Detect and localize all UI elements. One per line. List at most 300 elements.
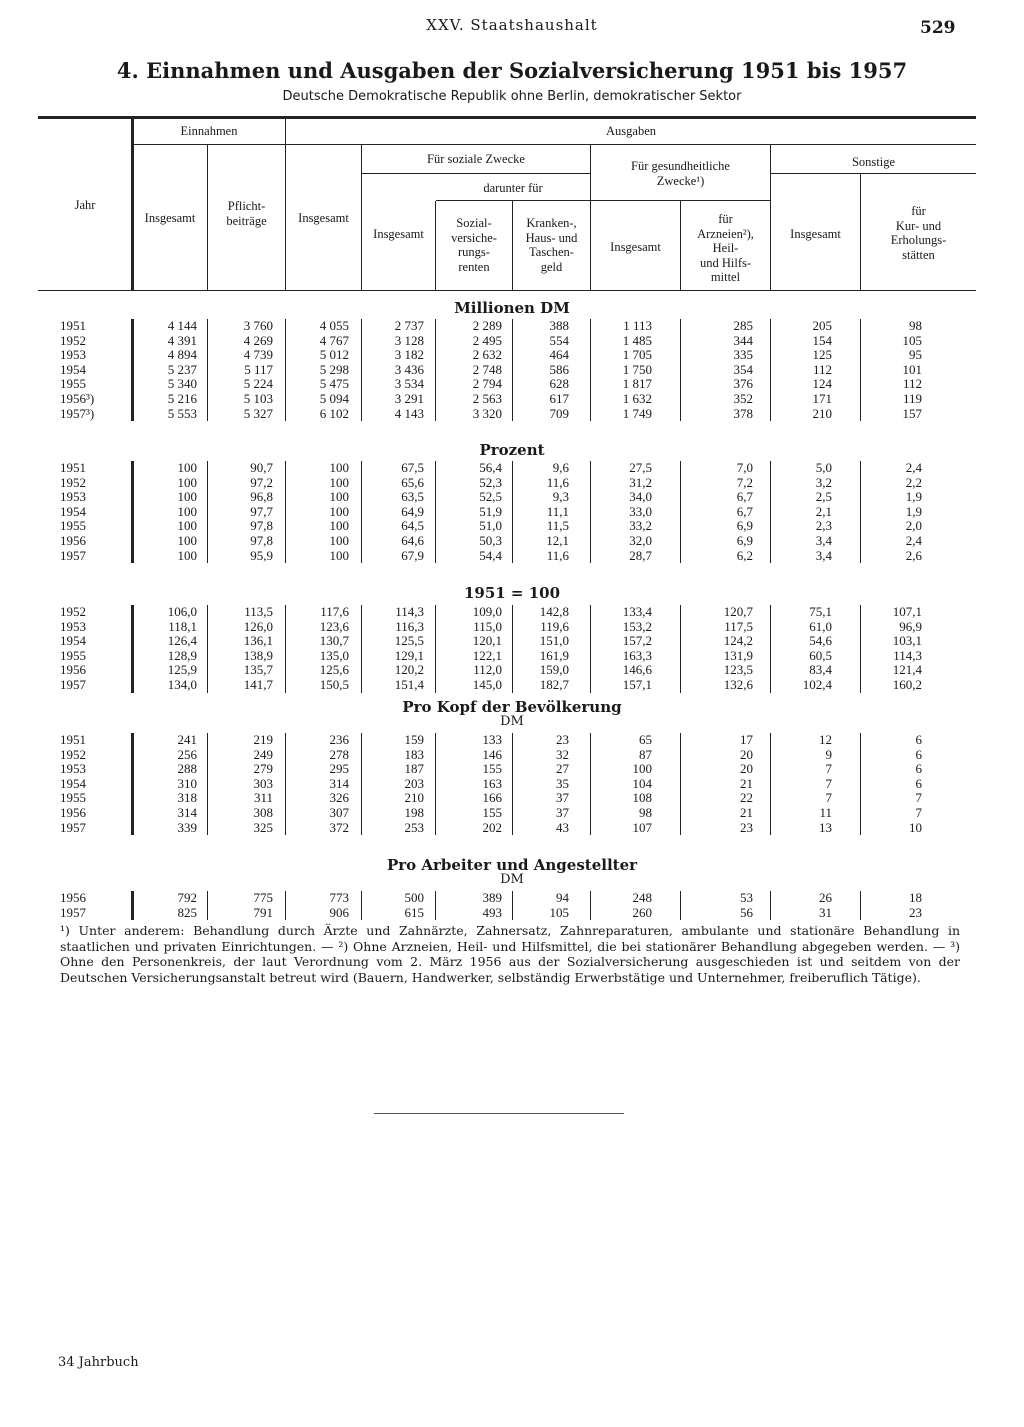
column-divider xyxy=(131,319,134,421)
table-cell: 56 xyxy=(740,904,753,920)
table-cell: 155 xyxy=(482,804,502,820)
table-cell: 171 xyxy=(812,390,832,406)
table-cell: 3 436 xyxy=(394,361,424,377)
column-divider xyxy=(285,461,286,563)
table-cell: 5 117 xyxy=(244,361,273,377)
table-cell: 31 xyxy=(819,904,832,920)
table-cell: 288 xyxy=(177,761,197,777)
table-cell: 136,1 xyxy=(243,633,273,649)
table-cell: 13 xyxy=(819,819,832,835)
table-cell: 100 xyxy=(177,547,197,563)
section-rows xyxy=(0,891,1024,920)
row-year: 1957³) xyxy=(60,405,95,421)
table-cell: 326 xyxy=(329,790,349,806)
table-cell: 126,0 xyxy=(243,618,273,634)
table-cell: 21 xyxy=(740,804,753,820)
table-cell: 4 894 xyxy=(167,347,197,363)
table-cell: 83,4 xyxy=(809,662,832,678)
table-cell: 121,4 xyxy=(892,662,922,678)
column-divider xyxy=(435,461,436,563)
table-cell: 94 xyxy=(556,890,569,905)
table-cell: 125,5 xyxy=(394,633,424,649)
table-cell: 96,9 xyxy=(899,618,922,634)
table-cell: 35 xyxy=(556,775,569,791)
table-cell: 50,3 xyxy=(479,532,502,548)
row-year: 1952 xyxy=(60,746,86,762)
table-cell: 202 xyxy=(482,819,502,835)
table-cell: 219 xyxy=(253,732,273,747)
table-cell: 118,1 xyxy=(168,618,197,634)
table-cell: 253 xyxy=(404,819,424,835)
table-cell: 6,9 xyxy=(736,518,753,534)
table-cell: 155 xyxy=(482,761,502,777)
table-cell: 775 xyxy=(253,890,273,905)
table-cell: 157 xyxy=(902,405,922,421)
footnote-text: ¹) Unter anderem: Behandlung durch Ärzte und Zahnärzte, Zahnersatz, Zahnreparaturen, ambulante und stationäre Behandlung in staatlichen und privaten Einrichtungen. — ²) Ohne Arzneien, Heil- und Hilfsmittel, die bei stationärer Behandlung abgegeben werden. — ³) Ohne den Personenkreis, der laut Verordnung vom 2. März 1956 aus der Sozialversicherung ausgeschieden ist und seitdem von der Deutschen Versicherungsanstalt betreut wird (Bauern, Handwerker, selbständig Erwerbstätige und Unternehmer, freiberuflich Tätige). xyxy=(60,923,960,985)
table-cell: 4 055 xyxy=(319,318,349,333)
table-cell: 54,6 xyxy=(809,633,832,649)
table-cell: 2 794 xyxy=(472,376,502,392)
header-text-line: Sozial- xyxy=(456,216,492,230)
table-cell: 3,4 xyxy=(815,532,832,548)
column-divider xyxy=(680,733,681,835)
column-divider xyxy=(860,891,861,920)
section-title: Millionen DM xyxy=(454,299,570,317)
table-cell: 23 xyxy=(556,732,569,747)
header-text-line: rungs- xyxy=(458,245,490,259)
table-cell: 278 xyxy=(329,746,349,762)
table-cell: 141,7 xyxy=(243,676,273,692)
table-cell: 388 xyxy=(549,318,569,333)
table-cell: 114,3 xyxy=(395,604,424,619)
column-divider xyxy=(361,733,362,835)
table-cell: 100 xyxy=(329,547,349,563)
table-cell: 64,6 xyxy=(401,532,424,548)
table-cell: 203 xyxy=(404,775,424,791)
header-ausgaben-insgesamt: Insgesamt xyxy=(298,211,349,225)
column-divider xyxy=(590,891,591,920)
table-cell: 87 xyxy=(639,746,652,762)
row-year: 1951 xyxy=(60,318,86,333)
row-year: 1951 xyxy=(60,460,86,475)
header-divider xyxy=(285,117,286,290)
table-cell: 3 534 xyxy=(394,376,424,392)
header-soziale-zwecke: Für soziale Zwecke xyxy=(427,152,525,166)
row-year: 1953 xyxy=(60,347,86,363)
table-cell: 792 xyxy=(177,890,197,905)
table-cell: 132,6 xyxy=(723,676,753,692)
column-divider xyxy=(512,461,513,563)
row-year: 1954 xyxy=(60,775,86,791)
row-year: 1953 xyxy=(60,761,86,777)
table-cell: 7 xyxy=(915,804,922,820)
table-cell: 182,7 xyxy=(539,676,569,692)
section-title: Pro Kopf der Bevölkerung xyxy=(402,698,622,716)
table-cell: 2,4 xyxy=(905,532,922,548)
table-cell: 9,3 xyxy=(552,489,569,505)
column-divider xyxy=(590,319,591,421)
header-text-line: Arzneien²), xyxy=(697,226,754,241)
table-cell: 17 xyxy=(740,732,753,747)
table-cell: 2 632 xyxy=(472,347,502,363)
column-divider xyxy=(285,733,286,835)
column-divider xyxy=(512,733,513,835)
table-cell: 150,5 xyxy=(319,676,349,692)
table-cell: 159 xyxy=(404,732,424,747)
table-cell: 160,2 xyxy=(892,676,922,692)
table-cell: 311 xyxy=(253,790,273,806)
table-cell: 56,4 xyxy=(479,460,502,475)
table-cell: 344 xyxy=(733,332,753,348)
table-cell: 249 xyxy=(253,746,273,762)
table-cell: 5 340 xyxy=(167,376,197,392)
row-year: 1952 xyxy=(60,332,86,348)
table-cell: 5 298 xyxy=(319,361,349,377)
page-subtitle: Deutsche Demokratische Republik ohne Berlin, demokratischer Sektor xyxy=(282,89,742,104)
table-cell: 906 xyxy=(329,904,349,920)
table-cell: 335 xyxy=(733,347,753,363)
column-divider xyxy=(590,733,591,835)
table-cell: 100 xyxy=(329,489,349,505)
table-cell: 27 xyxy=(556,761,569,777)
table-cell: 18 xyxy=(909,890,922,905)
row-year: 1954 xyxy=(60,633,86,649)
section-title: Prozent xyxy=(479,441,545,459)
section-title: Pro Arbeiter und Angestellter xyxy=(386,856,638,874)
table-cell: 159,0 xyxy=(539,662,569,678)
table-cell: 2,6 xyxy=(905,547,922,563)
table-cell: 52,5 xyxy=(479,489,502,505)
table-cell: 31,2 xyxy=(629,474,652,490)
table-cell: 1,9 xyxy=(905,489,922,505)
header-rule-sonstige xyxy=(770,173,976,174)
table-cell: 2 748 xyxy=(472,361,502,377)
table-cell: 75,1 xyxy=(809,604,832,619)
section-rows xyxy=(0,319,1024,421)
table-cell: 157,1 xyxy=(622,676,652,692)
table-cell: 464 xyxy=(549,347,569,363)
header-text-line: und Hilfs- xyxy=(699,255,752,270)
section-rows xyxy=(0,733,1024,835)
table-cell: 1 632 xyxy=(622,390,652,406)
table-cell: 4 269 xyxy=(243,332,273,348)
table-cell: 100 xyxy=(177,460,197,475)
table-cell: 95,9 xyxy=(250,547,273,563)
row-year: 1955 xyxy=(60,376,86,392)
column-divider xyxy=(207,319,208,421)
column-divider xyxy=(770,461,771,563)
table-cell: 61,0 xyxy=(809,618,832,634)
table-cell: 2 563 xyxy=(472,390,502,406)
column-divider xyxy=(435,733,436,835)
table-cell: 64,5 xyxy=(401,518,424,534)
header-darunter-fuer: darunter für xyxy=(483,181,543,195)
table-cell: 100 xyxy=(329,460,349,475)
table-cell: 28,7 xyxy=(629,547,652,563)
bottom-note: 34 Jahrbuch xyxy=(58,1355,139,1370)
column-divider xyxy=(770,891,771,920)
table-cell: 7 xyxy=(825,775,832,791)
row-year: 1956 xyxy=(60,890,86,905)
table-cell: 285 xyxy=(733,318,753,333)
row-year: 1955 xyxy=(60,647,86,663)
table-cell: 34,0 xyxy=(629,489,652,505)
table-cell: 157,2 xyxy=(622,633,652,649)
table-cell: 119,6 xyxy=(540,618,569,634)
header-text-line: Taschen- xyxy=(529,245,574,259)
table-cell: 339 xyxy=(177,819,197,835)
table-cell: 120,2 xyxy=(394,662,424,678)
row-year: 1956 xyxy=(60,662,86,678)
header-text-line: Für gesundheitliche xyxy=(631,159,730,173)
table-cell: 372 xyxy=(329,819,349,835)
table-cell: 2,1 xyxy=(815,503,832,519)
table-cell: 7,0 xyxy=(736,460,753,475)
column-divider xyxy=(435,891,436,920)
table-cell: 5 224 xyxy=(243,376,273,392)
column-divider xyxy=(770,319,771,421)
row-year: 1956 xyxy=(60,532,86,548)
table-cell: 4 767 xyxy=(319,332,349,348)
header-text-line: geld xyxy=(540,259,563,274)
column-divider xyxy=(860,733,861,835)
table-cell: 248 xyxy=(632,890,652,905)
table-cell: 3 128 xyxy=(394,332,424,348)
table-cell: 146,6 xyxy=(622,662,652,678)
table-cell: 166 xyxy=(482,790,502,806)
table-cell: 32 xyxy=(556,746,569,762)
section-unit: DM xyxy=(500,714,524,729)
table-cell: 33,0 xyxy=(629,503,652,519)
column-divider xyxy=(512,319,513,421)
table-cell: 21 xyxy=(740,775,753,791)
table-cell: 131,9 xyxy=(723,647,753,663)
column-divider xyxy=(361,319,362,421)
row-year: 1956 xyxy=(60,804,86,820)
table-cell: 20 xyxy=(740,746,753,762)
column-divider xyxy=(285,605,286,693)
column-divider xyxy=(680,461,681,563)
table-cell: 64,9 xyxy=(401,503,424,519)
row-year: 1955 xyxy=(60,518,86,534)
column-divider xyxy=(207,461,208,563)
table-cell: 307 xyxy=(329,804,349,820)
table-cell: 825 xyxy=(177,904,197,920)
table-cell: 145,0 xyxy=(472,676,502,692)
row-year: 1954 xyxy=(60,361,86,377)
table-cell: 97,8 xyxy=(250,518,273,534)
table-cell: 154 xyxy=(812,332,832,348)
table-cell: 210 xyxy=(404,790,424,806)
column-divider xyxy=(361,605,362,693)
separator-rule xyxy=(374,1113,624,1114)
table-cell: 142,8 xyxy=(539,604,569,619)
table-cell: 183 xyxy=(404,746,424,762)
table-cell: 100 xyxy=(329,518,349,534)
table-cell: 26 xyxy=(819,890,832,905)
section-unit: DM xyxy=(500,872,524,887)
table-header-bottom-rule xyxy=(38,290,976,291)
table-cell: 98 xyxy=(909,318,922,333)
table-cell: 7 xyxy=(915,790,922,806)
column-divider xyxy=(680,605,681,693)
header-sozialrenten xyxy=(436,216,512,274)
table-cell: 12,1 xyxy=(546,532,569,548)
header-rule-ausgaben xyxy=(286,144,976,145)
table-cell: 124 xyxy=(812,376,832,392)
table-cell: 10 xyxy=(909,819,922,835)
table-cell: 123,6 xyxy=(319,618,349,634)
table-cell: 615 xyxy=(404,904,424,920)
table-cell: 153,2 xyxy=(622,618,652,634)
table-cell: 114,3 xyxy=(893,647,922,663)
header-text-line: Erholungs- xyxy=(890,233,947,247)
table-cell: 1 817 xyxy=(622,376,652,392)
table-cell: 51,9 xyxy=(479,503,502,519)
column-divider xyxy=(361,461,362,563)
table-cell: 22 xyxy=(740,790,753,806)
table-cell: 279 xyxy=(253,761,273,777)
table-cell: 117,5 xyxy=(724,618,753,634)
table-cell: 5 094 xyxy=(319,390,349,406)
table-cell: 146 xyxy=(482,746,502,762)
table-top-rule xyxy=(38,116,976,119)
section-rows xyxy=(0,605,1024,693)
row-year: 1955 xyxy=(60,790,86,806)
table-cell: 617 xyxy=(549,390,569,406)
table-cell: 303 xyxy=(253,775,273,791)
table-cell: 205 xyxy=(812,318,832,333)
column-divider xyxy=(770,605,771,693)
header-krankengeld xyxy=(513,216,590,274)
table-cell: 2 737 xyxy=(394,318,424,333)
table-cell: 5 475 xyxy=(319,376,349,392)
table-cell: 97,7 xyxy=(250,503,273,519)
table-cell: 103,1 xyxy=(892,633,922,649)
table-cell: 23 xyxy=(740,819,753,835)
table-cell: 354 xyxy=(733,361,753,377)
table-cell: 1,9 xyxy=(905,503,922,519)
table-cell: 352 xyxy=(733,390,753,406)
table-cell: 108 xyxy=(632,790,652,806)
page-title: 4. Einnahmen und Ausgaben der Sozialversicherung 1951 bis 1957 xyxy=(116,58,908,83)
table-cell: 308 xyxy=(253,804,273,820)
table-cell: 4 739 xyxy=(243,347,273,363)
table-cell: 112 xyxy=(902,376,922,392)
table-cell: 6,7 xyxy=(736,489,753,505)
table-cell: 107,1 xyxy=(892,604,922,619)
table-cell: 791 xyxy=(253,904,273,920)
table-cell: 6 xyxy=(915,775,922,791)
table-cell: 7 xyxy=(825,790,832,806)
row-year: 1957 xyxy=(60,547,86,563)
header-text-line: mittel xyxy=(710,270,741,284)
column-divider xyxy=(207,891,208,920)
table-cell: 151,4 xyxy=(394,676,424,692)
header-sonstige: Sonstige xyxy=(851,155,896,169)
table-cell: 123,5 xyxy=(723,662,753,678)
column-divider xyxy=(361,891,362,920)
column-divider xyxy=(512,605,513,693)
header-divider-jahr xyxy=(131,117,134,290)
table-cell: 107 xyxy=(632,819,652,835)
header-text-line: für xyxy=(718,212,733,226)
table-cell: 112 xyxy=(812,361,832,377)
table-cell: 5,0 xyxy=(815,460,832,475)
table-cell: 5 327 xyxy=(243,405,273,421)
header-text-line: Heil- xyxy=(712,241,739,255)
table-cell: 11,1 xyxy=(546,503,569,519)
table-cell: 1 705 xyxy=(622,347,652,363)
row-year: 1953 xyxy=(60,618,86,634)
header-einnahmen: Einnahmen xyxy=(180,124,238,138)
footnotes xyxy=(60,923,960,985)
table-cell: 3,2 xyxy=(815,474,832,490)
header-text-line: beiträge xyxy=(226,213,267,228)
table-cell: 115,0 xyxy=(473,618,502,634)
table-cell: 100 xyxy=(177,532,197,548)
header-einnahmen-insgesamt: Insgesamt xyxy=(144,211,196,225)
table-cell: 23 xyxy=(909,904,922,920)
table-cell: 260 xyxy=(632,904,652,920)
table-cell: 96,8 xyxy=(250,489,273,505)
table-cell: 236 xyxy=(329,732,349,747)
table-cell: 126,4 xyxy=(167,633,197,649)
table-cell: 6 xyxy=(915,732,922,747)
table-cell: 11,6 xyxy=(546,547,569,563)
table-cell: 54,4 xyxy=(479,547,502,563)
table-cell: 6 xyxy=(915,746,922,762)
table-cell: 295 xyxy=(329,761,349,777)
column-divider xyxy=(207,605,208,693)
table-cell: 7 xyxy=(825,761,832,777)
table-cell: 7,2 xyxy=(736,474,753,490)
table-cell: 378 xyxy=(733,405,753,421)
section-title: 1951 = 100 xyxy=(463,584,561,602)
table-cell: 2,2 xyxy=(905,474,922,490)
table-cell: 6 xyxy=(915,761,922,777)
column-divider xyxy=(860,319,861,421)
table-cell: 125,9 xyxy=(167,662,197,678)
row-year: 1957 xyxy=(60,904,86,920)
table-cell: 12 xyxy=(819,732,832,747)
table-cell: 125,6 xyxy=(319,662,349,678)
table-cell: 67,9 xyxy=(401,547,424,563)
row-year: 1952 xyxy=(60,474,86,490)
column-divider xyxy=(285,319,286,421)
header-pflichtbeitraege xyxy=(208,199,285,228)
table-cell: 500 xyxy=(404,890,424,905)
table-cell: 389 xyxy=(482,890,502,905)
header-rule-soziale xyxy=(362,173,590,174)
table-cell: 63,5 xyxy=(401,489,424,505)
table-cell: 376 xyxy=(733,376,753,392)
column-divider xyxy=(131,461,134,563)
column-divider xyxy=(285,891,286,920)
table-cell: 100 xyxy=(177,489,197,505)
table-cell: 2,5 xyxy=(815,489,832,505)
table-cell: 773 xyxy=(329,890,349,905)
table-cell: 20 xyxy=(740,761,753,777)
table-cell: 314 xyxy=(329,775,349,791)
table-cell: 210 xyxy=(812,405,832,421)
table-cell: 3 760 xyxy=(243,318,273,333)
column-divider xyxy=(590,461,591,563)
table-cell: 2 495 xyxy=(472,332,502,348)
table-cell: 32,0 xyxy=(629,532,652,548)
table-cell: 100 xyxy=(632,761,652,777)
table-cell: 9 xyxy=(825,746,832,762)
